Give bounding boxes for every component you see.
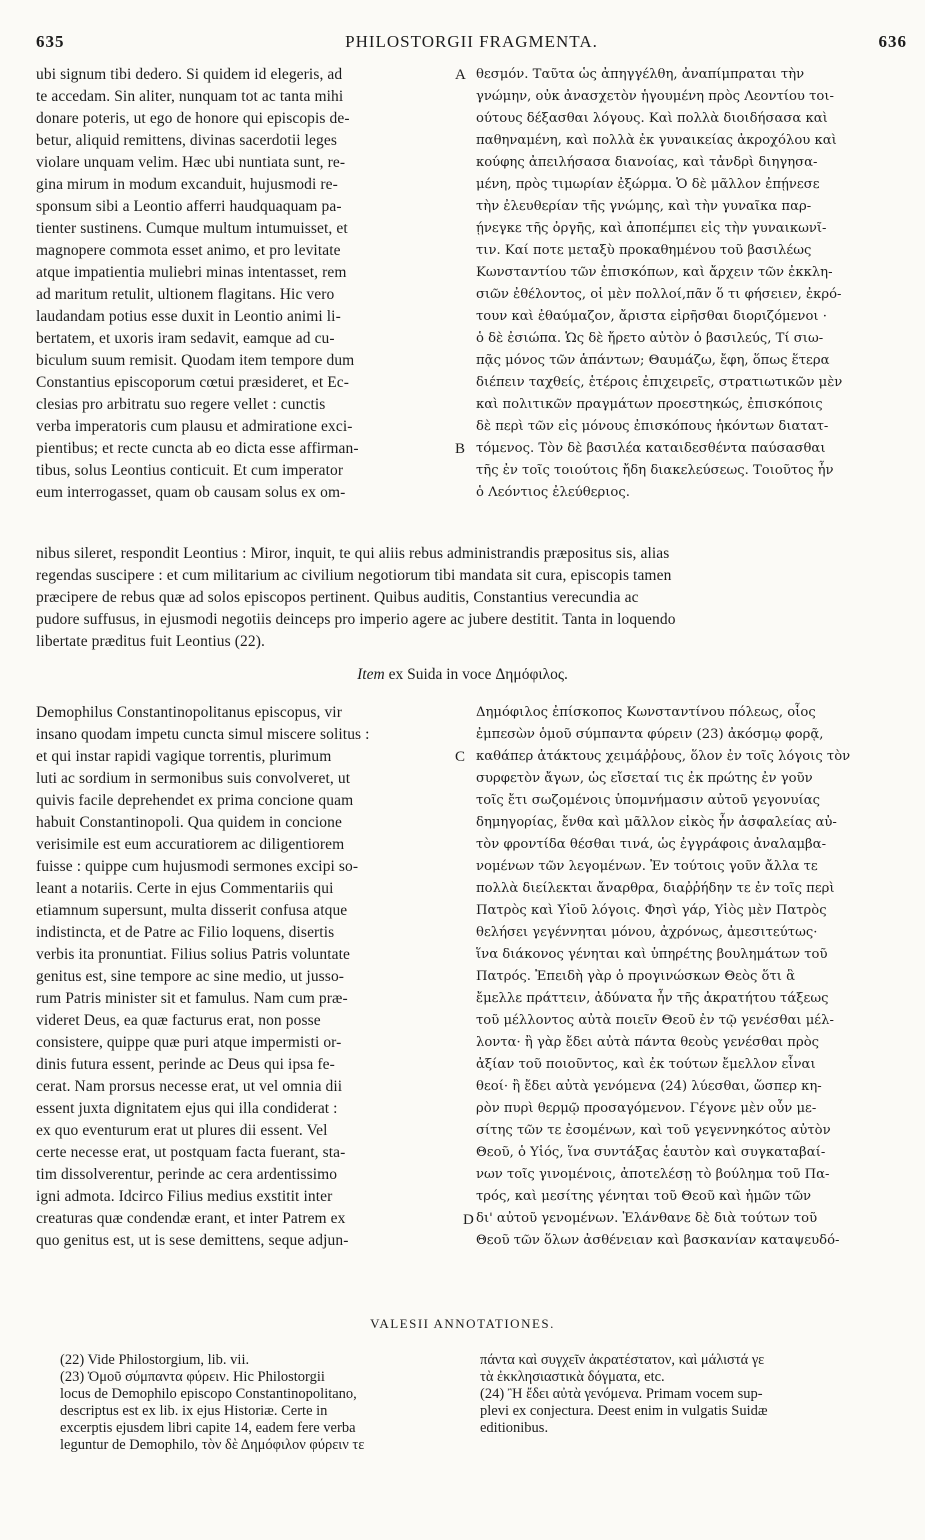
latin-line: atque impatientia muliebri minas intentasset, rem [36,264,347,281]
greek-line: τιν. Καί ποτε μεταξὺ προκαθημένου τοῦ βασιλέως [476,243,812,258]
greek-line: δημηγορίας, ἔνθα καὶ μᾶλλον εἰκὸς ἦν ἀσφαλείας αὐ- [476,815,837,830]
annotation-line: τὰ ἐκκλησιαστικὰ δόγματα, etc. [480,1369,665,1385]
latin-line: magnopere commota esset animo, et pro levitate [36,242,341,259]
latin-line: genitus est, sine tempore ac sine medio, ut jusso- [36,968,345,985]
latin-line: verbis ita pronuntiat. Filius solius Patris voluntate [36,946,350,963]
greek-line: τρός, καὶ μεσίτης γένηται τοῦ Θεοῦ καὶ ἡμῶν τῶν [476,1189,812,1204]
latin-line: consistere, quippe quæ puri atque impermisti or- [36,1034,342,1051]
latin-line: et qui instar rapidi vagique torrentis, plurimum [36,748,332,765]
latin-line: certe necesse erat, ut postquam facta fuerant, sta- [36,1144,346,1161]
greek-line: θεοί· ἢ ἔδει αὐτὰ γενόμενα (24) λύεσθαι, ὥσπερ κη- [476,1079,822,1094]
latin-line: donare poteris, ut ego de honore qui episcopis de- [36,110,350,127]
greek-line: συρφετὸν ἄγων, ὡς εἴσεταί τις ἐκ πρώτης ἐν γοῦν [476,771,813,786]
latin-line: tim dissolverentur, perinde ac cera ardentissimo [36,1166,338,1183]
latin-line: creaturas quæ condendæ erant, et inter Patrem ex [36,1210,346,1227]
latin-line: rum Patris minister sit et famulus. Nam cum præ- [36,990,348,1007]
latin-line: indistincta, et de Patre ac Filio loquens, disertis [36,924,335,941]
greek-line: τόμενος. Τὸν δὲ βασιλέα καταιδεσθέντα παύσασθαι [476,441,826,456]
greek-line: δὲ περὶ τῶν εἰς μόνους ἐπισκόπους ἡκόντων διατατ- [476,419,829,434]
latin-line: violare unquam velim. Hæc ubi nuntiata sunt, re- [36,154,346,171]
full-width-line: nibus sileret, respondit Leontius : Miror, inquit, te qui aliis rebus administrandis præpositus sis, alias [36,545,670,562]
greek-line: Θεοῦ τῶν ὅλων ἀσθένειαν καὶ βασκανίαν καταψευδό- [476,1233,840,1248]
greek-line: μένη, πρὸς τιμωρίαν ἐξώρμα. Ὁ δὲ μᾶλλον ἐπῄνεσε [476,177,820,192]
latin-line: gina mirum in modum excanduit, hujusmodi re- [36,176,338,193]
greek-line: τοῦ μέλλοντος αὐτὰ ποιεῖν Θεοῦ ἐν τῷ γενέσθαι μέλ- [476,1013,834,1028]
full-width-line: regendas suscipere : et cum militarium ac civilium negotiorum tibi mandata sit cura, episcopis tamen [36,567,672,584]
annotation-line: (24) Ἢ ἔδει αὐτὰ γενόμενα. Primam vocem sup- [480,1386,763,1402]
greek-line: γνώμην, οὐκ ἀνασχετὸν ἡγουμένη πρὸς Λεοντίου τοι- [476,89,834,104]
latin-line: eum interrogasset, quam ob causam solus ex om- [36,484,346,501]
greek-line: ῄνεγκε τῆς ὀργῆς, καὶ ἀποπέμπει εἰς τὴν γυναικωνῖ- [476,221,827,236]
latin-line: clesias pro arbitratu suo regere vellet : cunctis [36,396,326,413]
latin-line: fuisse : quippe cum hujusmodi sermones excipi so- [36,858,359,875]
latin-line: Constantius episcoporum cœtui præsideret, et Ec- [36,374,350,391]
latin-line: videret Deus, ea quæ facturus erat, non posse [36,1012,321,1029]
greek-line: τὸν φροντίδα θέσθαι τινά, ὡς ἐγγράφοις ἀναλαμβα- [476,837,827,852]
latin-line: luti ac sordium in sermonibus suis convolveret, ut [36,770,351,787]
latin-line: cerat. Nam prorsus necesse erat, ut vel omnia dii [36,1078,343,1095]
annotations-heading: VALESII ANNOTATIONES. [370,1316,555,1331]
greek-line: τουν καὶ ἐθαύμαζον, ἄριστα εἰρῆσθαι διοριζόμενοι · [476,309,827,324]
latin-line: pientibus; et recte cuncta ab eo dicta esse affirman- [36,440,359,457]
latin-line: quo genitus est, ut is sese demittens, seque adjun- [36,1232,349,1249]
greek-line: ἔμελλε πράττειν, ἀδύνατα ἦν τῆς ἀκρατήτου τάξεως [476,991,829,1006]
page-number-right: 636 [878,32,907,51]
latin-line: habuit Constantinopoli. Qua quidem in concione [36,814,342,831]
latin-line: biculum suum remisit. Quodam item tempore dum [36,352,355,369]
margin-marker-b: B [455,441,466,457]
latin-line: ubi signum tibi dedero. Si quidem id elegeris, ad [36,66,343,83]
margin-marker-a: A [455,67,466,83]
greek-line: ἐμπεσὼν ὁμοῦ σύμπαντα φύρειν (23) ἀκόσμῳ φορᾷ, [476,727,824,742]
annotation-line: plevi ex conjectura. Deest enim in vulgatis Suidæ [480,1403,768,1419]
latin-line: te accedam. Sin aliter, nunquam tot ac tanta mihi [36,88,344,105]
greek-line: λοντα· ἢ γὰρ ἔδει αὐτὰ πάντα θεοὺς γενέσθαι πρὸς [476,1035,820,1050]
greek-line: σιῶν ἐθέλοντος, οἱ μὲν πολλοί,πᾶν ὅ τι φήσειεν, ἐκρό- [476,287,842,302]
latin-line: tibus, solus Leontius conticuit. Et cum imperator [36,462,344,479]
latin-line: verba imperatoris cum plausu et admiratione exci- [36,418,353,435]
greek-line: θεσμόν. Ταῦτα ὡς ἀπηγγέλθη, ἀναπίμπραται τὴν [476,67,805,82]
latin-line: tienter sustinens. Cumque multum intumuisset, et [36,220,348,237]
running-header [36,32,907,54]
greek-line: καὶ πολιτικῶν πραγμάτων προεστηκώς, ἐπισκόποις [476,397,823,412]
greek-line: ρὸν πυρὶ θερμῷ προσαγόμενον. Γέγονε μὲν οὖν με- [476,1101,817,1116]
greek-line: Δημόφιλος ἐπίσκοπος Κωνσταντίνου πόλεως, οἷος [476,705,816,720]
latin-line: betur, aliquid remittens, divinas sacerdotii leges [36,132,337,149]
greek-line: Κωνσταντίου τῶν ἐπισκόπων, καὶ ἄρχειν τῶν ἐκκλη- [476,265,833,280]
greek-line: καθάπερ ἀτάκτους χειμάῤῥους, ὅλον ἐν τοῖς λόγοις τὸν [476,749,851,764]
greek-line: θελήσει γεγέννηται μόνου, ἀχρόνως, ἀμεσιτεύτως· [476,925,818,940]
greek-line: ἵνα διάκονος γένηται καὶ ὑπηρέτης βουλημάτων τοῦ [476,947,828,962]
greek-line: πᾷς μόνος τῶν ἁπάντων; Θαυμάζω, ἔφη, ὅπως ἕτερα [476,353,830,368]
latin-line: sponsum sibi a Leontio afferri haudquaquam pa- [36,198,342,215]
greek-line: διέπειν ταχθείς, ἑτέροις ἐπιχειρεῖς, στρατιωτικῶν μὲν [476,375,843,390]
greek-line: τῆς ἐν τοῖς τοιούτοις ἤδη διακελεύσεως. Τοιοῦτος ἦν [476,463,834,478]
greek-line: παθηναμένη, καὶ πολλὰ ἐκ γυναικείας ἀκροχόλου καὶ [476,133,837,148]
full-width-line: libertate præditus fuit Leontius (22). [36,633,265,650]
item-italic: Item [357,666,385,683]
latin-line: ad maritum retulit, ultionem flagitans. Hic vero [36,286,335,303]
full-width-line: pudore suffusus, in ejusmodi negotiis deinceps pro imperio agere ac jubere destitit. Tanta in loquendo [36,611,676,628]
margin-marker-d: D [463,1212,474,1228]
annotation-line: descriptus est ex lib. ix ejus Historiæ. Certe in [60,1403,328,1419]
section-source-line [0,664,925,686]
greek-line: νομένων τῶν λεγομένων. Ἐν τούτοις γοῦν ἄλλα τε [476,859,818,874]
greek-line: κούφης ἀπειλήσασα διανοίας, καὶ τἀνδρὶ διηγησα- [476,155,818,170]
latin-line: laudandam potius esse duxit in Leontio animi li- [36,308,341,325]
greek-line: σίτης τῶν τε ἐσομένων, καὶ τοῦ γεγεννηκότος αὐτὸν [476,1123,831,1138]
latin-line: ex quo eventurum erat ut plures dii essent. Vel [36,1122,328,1139]
latin-line: insano quodam impetu cuncta simul miscere solitus : [36,726,370,743]
greek-line: τὴν ἐλευθερίαν τῆς γνώμης, καὶ τὴν γυναῖκα παρ- [476,199,812,214]
greek-line: Πατρὸς καὶ Υἱοῦ λόγοις. Φησὶ γάρ, Υἱὸς μὲν Πατρὸς [476,903,827,918]
annotation-line: (23) Ὁμοῦ σύμπαντα φύρειν. Hic Philostorgii [60,1369,325,1385]
item-rest: ex Suida in voce Δημόφιλος. [384,666,568,683]
annotation-line: editionibus. [480,1420,549,1436]
greek-line: δι' αὐτοῦ γενομένων. Ἐλάνθανε δὲ διὰ τούτων τοῦ [476,1211,818,1226]
greek-line: νων τοῖς γινομένοις, ἀποτελέσῃ τὸ βούλημα τοῦ Πα- [476,1167,830,1182]
page-number-left: 635 [36,32,65,51]
latin-line: Demophilus Constantinopolitanus episcopus, vir [36,704,342,721]
greek-line: ἀξίαν τοῦ ποιοῦντος, καὶ ἐκ τούτων ἔμελλον εἶναι [476,1057,816,1072]
annotation-line: πάντα καὶ συγχεῖν ἀκρατέστατον, καὶ μάλιστά γε [480,1352,765,1368]
full-width-line: præcipere de rebus quæ ad solos episcopos pertinent. Quibus auditis, Constantius verecundia ac [36,589,639,606]
latin-line: bertatem, et uxoris iram sedavit, eamque ad cu- [36,330,335,347]
latin-line: dinis futura essent, perinde ac Deus qui ipsa fe- [36,1056,335,1073]
greek-line: ὁ δὲ ἐσιώπα. Ὡς δὲ ἤρετο αὐτὸν ὁ βασιλεύς, Τί σιω- [476,331,824,346]
greek-line: πολλὰ διείλεκται ἄναρθρα, διαῤῥήδην τε ἐν τοῖς περὶ [476,881,835,896]
latin-line: etiamnum supersunt, multa disserit confusa atque [36,902,348,919]
margin-marker-c: C [455,749,466,765]
latin-line: essent juxta dignitatem ejus qui illa condiderat : [36,1100,338,1117]
greek-line: ούτους δέξασθαι λόγους. Καὶ πολλὰ διοιδήσασα καὶ [476,111,828,126]
greek-line: ὁ Λεόντιος ἐλεύθεριος. [476,485,630,500]
running-title: PHILOSTORGII FRAGMENTA. [345,32,598,51]
annotation-line: (22) Vide Philostorgium, lib. vii. [60,1352,250,1368]
latin-line: leant a notariis. Certe in ejus Commentariis qui [36,880,334,897]
greek-line: τοῖς ἔτι σωζομένοις ὑπομνήμασιν αὐτοῦ γεγονυίας [476,793,821,808]
latin-line: igni admota. Idcirco Filius medius exstitit inter [36,1188,333,1205]
latin-line: verisimile est eum accuratiorem ac diligentiorem [36,836,345,853]
latin-line: quivis facile deprehendet ex prima concione quam [36,792,354,809]
annotation-line: excerptis ejusdem libri capite 14, eadem fere verba [60,1420,356,1436]
greek-line: Πατρός. Ἐπειδὴ γὰρ ὁ προγινώσκων Θεὸς ὅτι ἃ [476,969,796,984]
annotation-line: locus de Demophilo episcopo Constantinopolitano, [60,1386,357,1402]
annotation-line: leguntur de Demophilo, τὸν δὲ Δημόφιλον φύρειν τε [60,1437,365,1453]
greek-line: Θεοῦ, ὁ Υἱός, ἵνα συντάξας ἑαυτὸν καὶ συγκαταβαί- [476,1145,826,1160]
